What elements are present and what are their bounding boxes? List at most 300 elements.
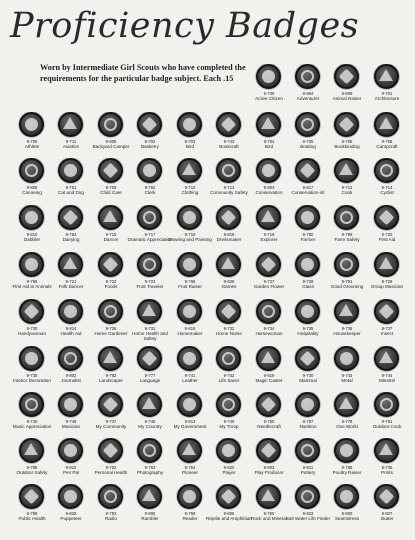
badge-emblem — [137, 346, 162, 371]
badge-symbol-icon — [24, 443, 38, 455]
badge-number: 9-805 — [26, 185, 38, 190]
badge-name: Public Health — [18, 516, 46, 521]
badge-name: Player — [222, 470, 236, 475]
badge-number: 9-701 — [381, 91, 393, 96]
badge-symbol-icon — [63, 117, 77, 129]
badge-number: 9-825 — [65, 511, 77, 516]
badge-emblem — [295, 346, 320, 371]
badge-emblem — [295, 392, 320, 417]
badge-name: Basketry — [141, 144, 159, 149]
badge-symbol-icon — [261, 257, 277, 273]
badge-emblem — [374, 299, 399, 324]
badge-emblem — [137, 438, 162, 463]
badge-number: 9-800 — [341, 511, 353, 516]
badge-name: Outdoor Cook — [372, 424, 402, 429]
badge-emblem — [98, 205, 123, 230]
badge-number: 9-720 — [381, 232, 393, 237]
badge-number: 9-730 — [26, 326, 38, 331]
badge-number: 9-728 — [302, 279, 314, 284]
badge-symbol-icon — [104, 490, 117, 503]
intro-text: Worn by Intermediate Girl Scouts who have completed the requirements for the particular badge subject. Each .15 — [40, 63, 246, 83]
badge-emblem — [256, 64, 281, 89]
badge-name: Canoeing — [22, 190, 42, 195]
badge-number: 9-739 — [263, 91, 275, 96]
badge-number: 9-706 — [341, 139, 353, 144]
badge-name: Language — [139, 378, 161, 383]
badge-symbol-icon — [25, 211, 38, 224]
badge-symbol-icon — [261, 210, 275, 222]
badge-symbol-icon — [339, 117, 355, 133]
badge-emblem — [216, 484, 241, 509]
badge-emblem — [374, 484, 399, 509]
badge-number: 9-826 — [223, 279, 235, 284]
badge-symbol-icon — [104, 305, 117, 318]
badge-number: 9-820 — [223, 465, 235, 470]
badge-name: Mammal — [299, 378, 317, 383]
badge-item — [363, 346, 411, 398]
badge-symbol-icon — [103, 351, 117, 363]
badge-number: 9-737 — [381, 326, 393, 331]
badge-number: 9-735 — [302, 326, 314, 331]
badge-symbol-icon — [340, 211, 353, 224]
badge-name: Radio — [104, 516, 117, 521]
badge-number: 9-813 — [184, 419, 196, 424]
badge-symbol-icon — [64, 444, 77, 457]
badge-number: 9-827 — [381, 511, 393, 516]
badge-name: Farmer — [300, 237, 316, 242]
badge-emblem — [137, 158, 162, 183]
badge-name: Musician — [61, 424, 81, 429]
badge-emblem — [256, 346, 281, 371]
badge-symbol-icon — [183, 258, 196, 271]
badge-number: 9-805 — [144, 511, 156, 516]
badge-number: 9-796 — [26, 279, 38, 284]
badge-number: 9-723 — [144, 279, 156, 284]
badge-emblem — [98, 484, 123, 509]
badge-symbol-icon — [183, 398, 196, 411]
badge-symbol-icon — [142, 397, 156, 409]
badge-emblem — [216, 112, 241, 137]
badge-emblem — [58, 299, 83, 324]
badge-emblem — [334, 205, 359, 230]
badge-emblem — [137, 252, 162, 277]
badge-symbol-icon — [221, 210, 237, 226]
badge-name: Cat and Dog — [58, 190, 84, 195]
badge-emblem — [295, 64, 320, 89]
badge-symbol-icon — [24, 489, 40, 505]
badge-name: Puppeteer — [60, 516, 82, 521]
badge-emblem — [256, 392, 281, 417]
badge-name: Poultry Raiser — [332, 470, 362, 475]
badge-emblem — [295, 299, 320, 324]
badge-number: 9-780 — [302, 232, 314, 237]
badge-emblem — [177, 438, 202, 463]
badge-number: 9-736 — [341, 326, 353, 331]
badge-symbol-icon — [300, 351, 316, 367]
badge-symbol-icon — [183, 490, 196, 503]
badge-number: 9-810 — [26, 232, 38, 237]
badge-symbol-icon — [222, 164, 235, 177]
badge-name: Housekeeper — [333, 331, 361, 336]
badge-name: Outdoor Safety — [16, 470, 48, 475]
badge-symbol-icon — [64, 490, 77, 503]
badge-number: 9-816 — [184, 326, 196, 331]
badge-number: 9-799 — [341, 232, 353, 237]
badge-name: Life Saver — [218, 378, 240, 383]
badge-number: 9-758 — [26, 511, 38, 516]
badge-number: 9-702 — [144, 139, 156, 144]
badge-name: One World — [336, 424, 358, 429]
badge-item — [363, 438, 411, 490]
badge-number: 9-823 — [302, 511, 314, 516]
badge-symbol-icon — [340, 258, 353, 271]
badge-name: Pottery — [300, 470, 316, 475]
badge-name: Architecture — [374, 96, 400, 101]
badge-item — [363, 392, 411, 444]
badge-name: Reptile and Amphibian — [206, 516, 252, 521]
badge-symbol-icon — [64, 305, 77, 318]
badge-emblem — [295, 205, 320, 230]
badge-symbol-icon — [301, 118, 314, 131]
badge-number: 9-754 — [184, 465, 196, 470]
badge-name: Rambler — [141, 516, 159, 521]
badge-name: Homemaker — [177, 331, 203, 336]
badge-symbol-icon — [63, 257, 77, 269]
badge-emblem — [19, 299, 44, 324]
badge-emblem — [58, 158, 83, 183]
badge-name: Insect — [380, 331, 394, 336]
badge-name: My Country — [138, 424, 162, 429]
badge-emblem — [58, 438, 83, 463]
badge-number: 9-734 — [263, 326, 275, 331]
badge-name: Bookbinding — [334, 144, 360, 149]
badge-emblem — [374, 112, 399, 137]
badge-emblem — [137, 392, 162, 417]
badge-name: Foods — [104, 284, 118, 289]
badge-emblem — [19, 158, 44, 183]
badge-symbol-icon — [380, 398, 393, 411]
badge-emblem — [137, 299, 162, 324]
badge-number: 9-727 — [263, 279, 275, 284]
badge-name: Aviation — [62, 144, 80, 149]
badge-name: Nutrition — [299, 424, 317, 429]
badge-name: Music Appreciation — [12, 424, 52, 429]
badge-emblem — [19, 346, 44, 371]
badge-emblem — [216, 252, 241, 277]
badge-symbol-icon — [380, 164, 393, 177]
badge-number: 9-713 — [223, 185, 235, 190]
badge-symbol-icon — [103, 397, 119, 413]
badge-symbol-icon — [25, 352, 38, 365]
badge-name: Journalist — [61, 378, 81, 383]
badge-emblem — [216, 299, 241, 324]
badge-emblem — [98, 392, 123, 417]
badge-name: Explorer — [260, 237, 278, 242]
badge-number: 9-708 — [381, 139, 393, 144]
badge-emblem — [334, 299, 359, 324]
badge-number: 9-738 — [26, 373, 38, 378]
badge-name: Farm Safety — [334, 237, 360, 242]
badge-emblem — [177, 112, 202, 137]
badge-number: 9-751 — [381, 419, 393, 424]
badge-symbol-icon — [183, 352, 196, 365]
badge-emblem — [216, 205, 241, 230]
badge-emblem — [137, 205, 162, 230]
badge-number: 9-705 — [302, 139, 314, 144]
badge-symbol-icon — [379, 304, 395, 320]
badge-emblem — [216, 392, 241, 417]
badge-number: 9-819 — [223, 232, 235, 237]
badge-name: Drawing and Painting — [168, 237, 212, 242]
badge-symbol-icon — [142, 489, 156, 501]
badge-symbol-icon — [182, 443, 196, 455]
badge-number: 9-809 — [341, 91, 353, 96]
badge-emblem — [177, 205, 202, 230]
badge-emblem — [256, 299, 281, 324]
badge-number: 9-709 — [105, 185, 117, 190]
badge-emblem — [137, 112, 162, 137]
badge-symbol-icon — [221, 489, 237, 505]
badge-number: 9-793 — [105, 511, 117, 516]
badge-name: Cyclist — [380, 190, 394, 195]
badge-number: 9-710 — [184, 185, 196, 190]
badge-symbol-icon — [221, 257, 235, 269]
badge-emblem — [98, 112, 123, 137]
badge-name: Fruit Raiser — [178, 284, 202, 289]
badge-symbol-icon — [143, 444, 156, 457]
badge-emblem — [58, 346, 83, 371]
badge-name: Magic Caster — [255, 378, 283, 383]
badge-number: 9-798 — [26, 465, 38, 470]
badge-number: 9-715 — [105, 232, 117, 237]
badge-number: 9-719 — [263, 232, 275, 237]
badge-symbol-icon — [221, 304, 237, 320]
badge-number: 9-802 — [65, 373, 77, 378]
badge-emblem — [19, 484, 44, 509]
badge-name: Glass — [302, 284, 314, 289]
badge-name: My Government — [173, 424, 207, 429]
badge-number: 9-806 — [223, 511, 235, 516]
badge-symbol-icon — [103, 210, 117, 222]
badge-number: 9-705 — [26, 139, 38, 144]
badge-name: Dairying — [62, 237, 80, 242]
badge-symbol-icon — [301, 258, 314, 271]
badge-number: 9-777 — [144, 373, 156, 378]
badge-emblem — [334, 158, 359, 183]
badge-symbol-icon — [143, 258, 156, 271]
badge-emblem — [177, 299, 202, 324]
badge-number: 9-703 — [184, 139, 196, 144]
badge-symbol-icon — [339, 304, 353, 316]
badge-symbol-icon — [64, 352, 77, 365]
badge-number: 9-808 — [105, 139, 117, 144]
badge-item — [363, 299, 411, 351]
badge-emblem — [98, 346, 123, 371]
badge-name: Rock and Mineral — [251, 516, 287, 521]
badge-symbol-icon — [221, 117, 237, 133]
badge-name: Needlecraft — [257, 424, 281, 429]
badge-number: 9-819 — [263, 373, 275, 378]
badge-emblem — [177, 158, 202, 183]
badge-number: 9-811 — [302, 465, 314, 470]
badge-name: Personal Health — [94, 470, 128, 475]
badge-item — [363, 64, 411, 116]
badge-number: 9-761 — [65, 185, 77, 190]
badge-symbol-icon — [261, 117, 275, 129]
badge-symbol-icon — [340, 444, 353, 457]
badge-symbol-icon — [25, 164, 38, 177]
badge-number: 9-752 — [105, 465, 117, 470]
badge-symbol-icon — [301, 211, 314, 224]
badge-name: Conservation-ist — [291, 190, 325, 195]
badge-number: 9-786 — [184, 279, 196, 284]
badge-symbol-icon — [261, 351, 275, 363]
badge-emblem — [334, 484, 359, 509]
badge-name: Prints — [381, 470, 393, 475]
badge-symbol-icon — [379, 489, 395, 505]
badge-name: Foot Traveler — [136, 284, 164, 289]
badge-symbol-icon — [379, 69, 393, 81]
badge-number: 9-760 — [263, 511, 275, 516]
badge-name: Garden Flower — [253, 284, 285, 289]
badge-symbol-icon — [183, 211, 196, 224]
badge-symbol-icon — [182, 163, 196, 175]
badge-name: Group Musician — [370, 284, 404, 289]
badge-emblem — [334, 346, 359, 371]
badge-emblem — [374, 346, 399, 371]
badge-name: Interior Decoration — [13, 378, 51, 383]
badge-symbol-icon — [339, 397, 353, 409]
badge-symbol-icon — [339, 163, 353, 175]
badge-emblem — [256, 158, 281, 183]
badge-number: 9-814 — [65, 326, 77, 331]
badge-name: Skater — [380, 516, 394, 521]
badge-number: 9-746 — [65, 419, 77, 424]
badge-number: 9-749 — [223, 419, 235, 424]
badge-name: Boating — [300, 144, 316, 149]
badge-number: 9-804 — [302, 91, 314, 96]
badge-symbol-icon — [143, 211, 156, 224]
badge-number: 9-732 — [223, 326, 235, 331]
badge-emblem — [19, 392, 44, 417]
badge-emblem — [98, 299, 123, 324]
badge-name: Cook — [341, 190, 353, 195]
badge-name: Handywoman — [17, 331, 47, 336]
badge-name: Hospitality — [297, 331, 319, 336]
badge-emblem — [137, 484, 162, 509]
badge-emblem — [256, 252, 281, 277]
badge-symbol-icon — [142, 304, 156, 316]
badge-emblem — [256, 112, 281, 137]
badge-name: Home Gardener — [94, 331, 128, 336]
badge-name: Games — [221, 284, 237, 289]
badge-name: Bird — [264, 144, 274, 149]
badge-emblem — [374, 205, 399, 230]
badge-item — [363, 252, 411, 304]
badge-emblem — [19, 112, 44, 137]
badge-symbol-icon — [300, 163, 316, 179]
badge-symbol-icon — [183, 118, 196, 131]
badge-emblem — [177, 392, 202, 417]
badge-name: Child Care — [100, 190, 122, 195]
badge-number: 9-704 — [263, 139, 275, 144]
badge-emblem — [334, 438, 359, 463]
badge-symbol-icon — [103, 257, 119, 273]
badge-name: Campcraft — [376, 144, 398, 149]
badge-symbol-icon — [222, 444, 235, 457]
badge-emblem — [334, 252, 359, 277]
badge-symbol-icon — [379, 443, 393, 455]
badge-symbol-icon — [262, 164, 275, 177]
badge-emblem — [216, 346, 241, 371]
badge-name: Animal Raiser — [332, 96, 362, 101]
badge-number: 9-717 — [144, 232, 156, 237]
badge-name: Health Aid — [60, 331, 82, 336]
badge-symbol-icon — [261, 397, 277, 413]
badge-emblem — [216, 438, 241, 463]
badge-emblem — [98, 158, 123, 183]
badge-name: Bird — [185, 144, 195, 149]
badge-emblem — [58, 484, 83, 509]
badge-emblem — [58, 112, 83, 137]
badge-emblem — [374, 252, 399, 277]
badge-emblem — [256, 484, 281, 509]
badge-number: 9-817 — [302, 185, 314, 190]
badge-symbol-icon — [261, 489, 275, 501]
badge-number: 9-713 — [341, 185, 353, 190]
badge-number: 9-778 — [341, 419, 353, 424]
badge-emblem — [177, 252, 202, 277]
badge-number: 9-729 — [381, 279, 393, 284]
badge-number: 9-782 — [105, 373, 117, 378]
badge-number: 9-788 — [341, 465, 353, 470]
badge-emblem — [216, 158, 241, 183]
badge-name: Reader — [182, 516, 198, 521]
badge-item — [363, 112, 411, 164]
badge-symbol-icon — [262, 305, 275, 318]
badge-symbol-icon — [261, 443, 277, 459]
badge-item — [363, 158, 411, 210]
badge-name: First Aid to Animals — [12, 284, 52, 289]
badge-symbol-icon — [142, 117, 158, 133]
badge-symbol-icon — [222, 398, 235, 411]
badge-number: 9-748 — [144, 419, 156, 424]
badge-symbol-icon — [379, 117, 393, 129]
badge-name: Leather — [182, 378, 198, 383]
badge-emblem — [295, 158, 320, 183]
badge-emblem — [256, 438, 281, 463]
badge-number: 9-743 — [223, 139, 235, 144]
badge-name: Pen Pal — [62, 470, 80, 475]
badge-number: 9-743 — [341, 373, 353, 378]
badge-symbol-icon — [262, 70, 275, 83]
badge-name: Metal — [341, 378, 353, 383]
badge-emblem — [295, 484, 320, 509]
badge-name: Folk Dancer — [58, 284, 84, 289]
badge-emblem — [19, 438, 44, 463]
badge-symbol-icon — [25, 258, 38, 271]
badge-symbol-icon — [24, 304, 40, 320]
badge-number: 9-791 — [341, 279, 353, 284]
badge-symbol-icon — [339, 69, 355, 85]
badge-symbol-icon — [25, 398, 38, 411]
badge-emblem — [374, 392, 399, 417]
badge-name: Dressmaker — [216, 237, 242, 242]
badge-name: Conservation — [255, 190, 283, 195]
badge-symbol-icon — [340, 490, 353, 503]
badge-name: Dabbler — [23, 237, 41, 242]
badge-number: 9-718 — [184, 232, 196, 237]
